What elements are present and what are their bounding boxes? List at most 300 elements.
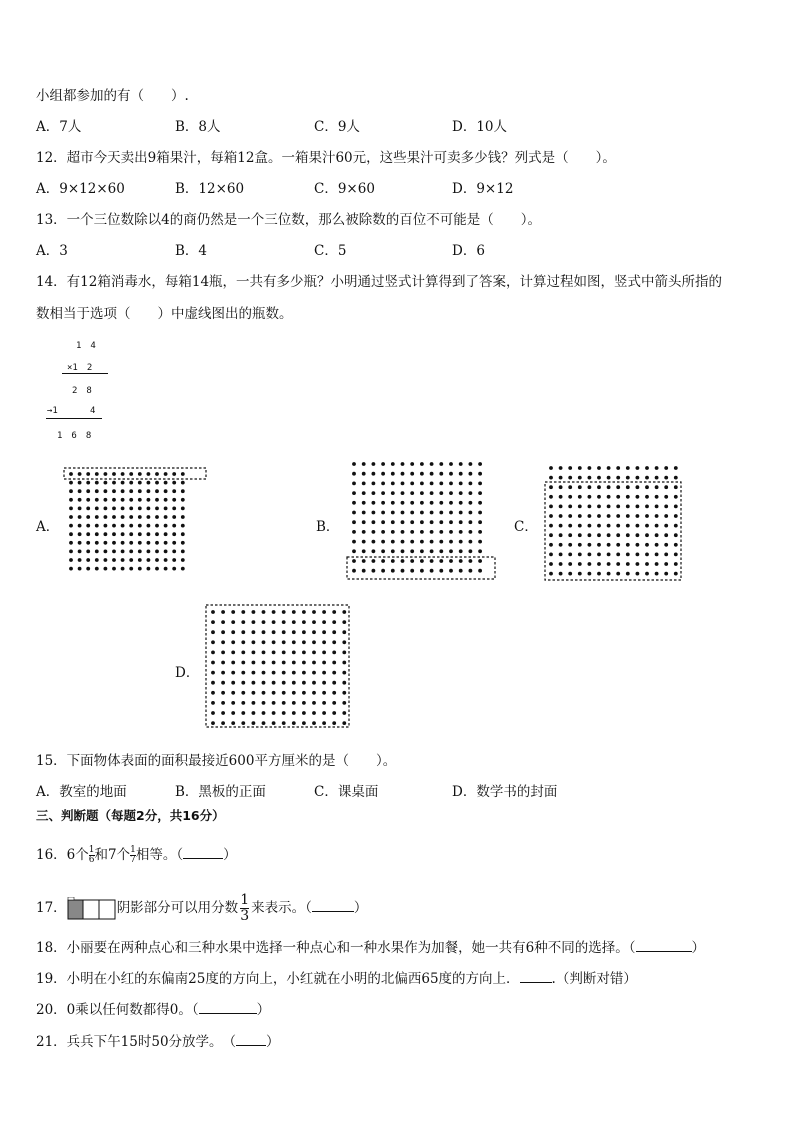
bottle-dot [332,671,336,675]
bottle-dot [78,507,82,511]
q18-end: ） [691,940,706,956]
bottle-dot [626,505,630,509]
bottle-dot [262,691,266,695]
bottle-dot [381,530,385,534]
bottle-dot [231,651,235,655]
bottle-dot [420,540,424,544]
bottle-dot [302,661,306,665]
bottle-dot [332,640,336,644]
bottle-dot [439,482,443,486]
bottle-dot [211,640,215,644]
bottle-dot [78,472,82,476]
bottle-dot [568,514,572,518]
bottle-dot [282,671,286,675]
bottle-dot [252,640,256,644]
bottle-dot [578,505,582,509]
bottle-dot [112,550,116,554]
calc-row-5: 1 6 8 [57,431,92,441]
q19-stem: 19．小明在小红的东偏南25度的方向上，小红就在小明的北偏西65度的方向上． [36,971,520,987]
bottle-dot [138,567,142,571]
bottle-dot [322,630,326,634]
bottle-dot [588,524,592,528]
bottle-dot [172,515,176,519]
bottle-dot [559,543,563,547]
dot-grid-option-b[interactable] [343,458,499,582]
bottle-dot [588,505,592,509]
bottle-dot [181,472,185,476]
bottle-dot [449,540,453,544]
bottle-dot [549,466,553,470]
bottle-dot [439,511,443,515]
answer-blank[interactable] [636,939,692,952]
bottle-dot [439,549,443,553]
bottle-dot [86,489,90,493]
answer-blank[interactable] [199,1001,257,1014]
bottle-dot [568,553,572,557]
dot-grid-option-c[interactable] [543,462,685,582]
bottle-dot [95,550,99,554]
bottle-dot [155,489,159,493]
q15-option-c[interactable]: C．课桌面 [314,784,379,800]
bottle-dot [372,482,376,486]
q12-option-c[interactable]: C．9×60 [314,181,375,197]
answer-blank[interactable] [312,899,354,912]
bottle-dot [221,691,225,695]
bottle-dot [664,495,668,499]
q18-stem: 18．小丽要在两种点心和三种水果中选择一种点心和一种水果作为加餐，她一共有6种不同的选择。（ [36,940,636,956]
dashed-selection [545,482,681,580]
bottle-dot [129,567,133,571]
bottle-dot [449,501,453,505]
bottle-dot [211,671,215,675]
bottle-dot [459,520,463,524]
bottle-dot [588,562,592,566]
bottle-dot [241,681,245,685]
bottle-dot [332,661,336,665]
bottle-dot [439,540,443,544]
bottle-dot [352,569,356,573]
bottle-dot [664,476,668,480]
bottle-dot [391,549,395,553]
q12-option-d[interactable]: D．9×12 [452,181,514,197]
dot-grid-option-a[interactable] [62,466,210,580]
bottle-dot [352,511,356,515]
bottle-dot [342,671,346,675]
bottle-dot [231,610,235,614]
bottle-dot [104,489,108,493]
option-c[interactable]: C．9人 [314,119,360,135]
frac-num: 1 [240,892,250,908]
bottle-dot [439,472,443,476]
bottle-dot [410,530,414,534]
bottle-dot [342,691,346,695]
q17-suffix: 来表示。（ [251,900,312,916]
bottle-dot [121,550,125,554]
bottle-dot [626,553,630,557]
bottle-dot [674,514,678,518]
bottle-dot [322,671,326,675]
q14-option-d-label[interactable]: D． [175,665,200,681]
bottle-dot [381,472,385,476]
bottle-dot [78,481,82,485]
bottle-dot [636,524,640,528]
bottle-dot [302,691,306,695]
bottle-dot [112,515,116,519]
bottle-dot [112,567,116,571]
bottle-dot [616,495,620,499]
bottle-dot [381,549,385,553]
bottle-dot [381,511,385,515]
q14-option-c-label[interactable]: C． [514,519,538,535]
bottle-dot [104,550,108,554]
bottle-dot [129,532,133,536]
bottle-dot [221,701,225,705]
bottle-dot [241,661,245,665]
bottle-dot [138,481,142,485]
bottle-dot [342,640,346,644]
bottle-dot [449,482,453,486]
question-16 [36,843,237,865]
bottle-dot [645,553,649,557]
bottle-dot [342,701,346,705]
bottle-dot [478,462,482,466]
bottle-dot [381,559,385,563]
question-15-stem: 15．下面物体表面的面积最接近600平方厘米的是（ ）。 [36,753,397,769]
bottle-dot [155,472,159,476]
bottle-dot [578,485,582,489]
bottle-dot [636,562,640,566]
bottle-dot [69,498,73,502]
bottle-dot [626,495,630,499]
calc-row-3: 2 8 [72,386,92,396]
section-title: 三、判断题（每题2分，共16分） [36,808,225,823]
q13-option-d[interactable]: D．6 [452,243,485,259]
bottle-dot [221,651,225,655]
bottle-dot [322,711,326,715]
bottle-dot [655,476,659,480]
bottle-dot [449,472,453,476]
q16-prefix: 16．6个 [36,847,89,863]
dot-grid-option-d[interactable] [203,602,353,730]
bottle-dot [147,541,151,545]
bottle-dot [138,498,142,502]
bottle-dot [381,462,385,466]
bottle-dot [478,549,482,553]
bottle-dot [372,530,376,534]
frac-den: 7 [130,855,136,865]
bottle-dot [292,640,296,644]
bottle-dot [86,481,90,485]
bottle-dot [664,533,668,537]
bottle-dot [164,472,168,476]
bottle-dot [181,515,185,519]
bottle-dot [322,661,326,665]
bottle-dot [362,472,366,476]
bottle-dot [147,472,151,476]
bottle-dot [129,489,133,493]
question-14-stem-line1: 14．有12箱消毒水，每箱14瓶，一共有多少瓶？小明通过竖式计算得到了答案，计算过程如图，竖式中箭头所指的 [36,274,723,290]
bottle-dot [86,558,90,562]
bottle-dot [221,721,225,725]
bottle-dot [352,482,356,486]
bottle-dot [439,501,443,505]
bottle-dot [597,524,601,528]
bottle-dot [391,491,395,495]
bottle-dot [181,489,185,493]
bottle-dot [138,558,142,562]
bottle-dot [172,507,176,511]
bottle-dot [645,476,649,480]
q12-option-b[interactable]: B．12×60 [175,181,245,197]
bottle-dot [164,498,168,502]
question-stem: 小组都参加的有（ ）. [36,88,189,104]
bottle-dot [478,540,482,544]
bottle-dot [172,481,176,485]
bottle-dot [282,651,286,655]
bottle-dot [459,569,463,573]
bottle-dot [252,620,256,624]
q13-option-c[interactable]: C．5 [314,243,347,259]
bottle-dot [211,681,215,685]
bottle-dot [147,498,151,502]
bottle-dot [282,721,286,725]
answer-blank[interactable] [236,1033,266,1046]
bottle-dot [121,567,125,571]
bottle-dot [155,507,159,511]
question-17 [36,893,367,924]
bottle-dot [391,530,395,534]
bottle-dot [459,511,463,515]
bottle-dot [636,543,640,547]
bottle-dot [469,501,473,505]
bottle-dot [332,620,336,624]
bottle-dot [391,501,395,505]
bottle-dot [172,524,176,528]
bottle-dot [597,485,601,489]
bottle-dot [181,532,185,536]
bottle-dot [410,501,414,505]
bottle-dot [86,532,90,536]
bottle-dot [597,572,601,576]
q13-option-a[interactable]: A．3 [36,243,68,259]
bottle-dot [674,505,678,509]
bottle-dot [372,559,376,563]
bottle-dot [262,620,266,624]
bottle-dot [164,541,168,545]
bottle-dot [282,620,286,624]
option-d[interactable]: D．10人 [452,119,508,135]
bottle-dot [568,543,572,547]
bottle-dot [252,610,256,614]
bottle-dot [104,567,108,571]
bottle-dot [626,524,630,528]
bottle-dot [401,511,405,515]
bottle-dot [95,489,99,493]
bottle-dot [78,532,82,536]
bottle-dot [626,533,630,537]
answer-blank[interactable] [520,970,552,983]
bottle-dot [578,524,582,528]
bottle-dot [391,559,395,563]
dashed-selection [64,468,206,479]
bottle-dot [381,540,385,544]
bottle-dot [262,651,266,655]
bottle-dot [172,558,176,562]
bottle-dot [252,681,256,685]
bottle-dot [302,630,306,634]
q16-end: ） [223,847,237,863]
bottle-dot [391,540,395,544]
question-14-stem-line2: 数相当于选项（ ）中虚线图出的瓶数。 [36,306,293,322]
bottle-dot [69,489,73,493]
bottle-dot [272,651,276,655]
bottle-dot [95,507,99,511]
bottle-dot [597,533,601,537]
bottle-dot [588,514,592,518]
bottle-dot [372,549,376,553]
bottle-dot [104,532,108,536]
bottle-dot [439,559,443,563]
bottle-dot [559,476,563,480]
bottle-dot [181,498,185,502]
bottle-dot [342,610,346,614]
bottle-dot [86,507,90,511]
bottle-dot [155,515,159,519]
bottle-dot [420,511,424,515]
bottle-dot [352,501,356,505]
bottle-dot [449,462,453,466]
bottle-dot [430,511,434,515]
q15-option-b[interactable]: B．黑板的正面 [175,784,266,800]
q12-option-a[interactable]: A．9×12×60 [36,181,125,197]
bottle-dot [138,532,142,536]
option-b[interactable]: B．8人 [175,119,221,135]
bottle-dot [155,481,159,485]
answer-blank[interactable] [183,846,223,859]
q15-option-d[interactable]: D．数学书的封面 [452,784,558,800]
bottle-dot [86,498,90,502]
bottle-dot [391,520,395,524]
bottle-dot [282,630,286,634]
bottle-dot [112,532,116,536]
bottle-dot [231,640,235,644]
bottle-dot [86,515,90,519]
bottle-dot [112,481,116,485]
bottle-dot [342,661,346,665]
bottle-dot [459,530,463,534]
bottle-dot [129,498,133,502]
q14-option-a-label[interactable]: A． [36,519,60,535]
bottle-dot [578,553,582,557]
bottle-dot [459,549,463,553]
bottle-dot [121,489,125,493]
bottle-dot [302,681,306,685]
bottle-dot [410,569,414,573]
bottle-dot [362,511,366,515]
bottle-dot [342,711,346,715]
bottle-dot [302,711,306,715]
bottle-dot [559,524,563,528]
calc-row-4-arrow: →1 [47,406,58,416]
bottle-dot [401,549,405,553]
bottle-dot [478,511,482,515]
bottle-dot [401,559,405,563]
bottle-dot [616,543,620,547]
bottle-dot [401,472,405,476]
bottle-dot [420,491,424,495]
bottle-dot [272,671,276,675]
q15-option-a[interactable]: A．教室的地面 [36,784,127,800]
bottle-dot [549,524,553,528]
bottle-dot [241,721,245,725]
q14-option-b-label[interactable]: B． [316,519,340,535]
bottle-dot [381,569,385,573]
bottle-dot [211,610,215,614]
bottle-dot [410,511,414,515]
bottle-dot [410,549,414,553]
bottle-dot [147,515,151,519]
bottle-dot [420,462,424,466]
bottle-dot [262,630,266,634]
bottle-dot [129,541,133,545]
bottle-dot [252,701,256,705]
bottle-dot [381,482,385,486]
bottle-dot [626,572,630,576]
bottle-dot [155,541,159,545]
bottle-dot [231,681,235,685]
bottle-dot [241,691,245,695]
bottle-dot [104,498,108,502]
bottle-dot [292,711,296,715]
bottle-dot [636,466,640,470]
bottle-dot [262,681,266,685]
bottle-dot [104,558,108,562]
bottle-dot [352,491,356,495]
bottle-dot [607,505,611,509]
bottle-dot [211,711,215,715]
q13-option-b[interactable]: B．4 [175,243,208,259]
bottle-dot [121,515,125,519]
bottle-dot [449,549,453,553]
bottle-dot [362,540,366,544]
bottle-dot [78,515,82,519]
bottle-dot [372,472,376,476]
bottle-dot [332,681,336,685]
option-a[interactable]: A．7人 [36,119,82,135]
bottle-dot [241,640,245,644]
bottle-dot [664,553,668,557]
bottle-dot [362,530,366,534]
bottle-dot [138,524,142,528]
bottle-dot [597,562,601,566]
dashed-selection [206,605,349,727]
bottle-dot [252,671,256,675]
bottle-dot [231,711,235,715]
bottle-dot [588,553,592,557]
bottle-dot [342,630,346,634]
bottle-dot [292,701,296,705]
bottle-dot [155,567,159,571]
bottle-dot [312,651,316,655]
bottle-dot [272,640,276,644]
bottle-dot [674,524,678,528]
bottle-dot [362,462,366,466]
bottle-dot [164,532,168,536]
bottle-dot [549,505,553,509]
bottle-dot [322,681,326,685]
bottle-dot [332,701,336,705]
bottle-dot [147,558,151,562]
